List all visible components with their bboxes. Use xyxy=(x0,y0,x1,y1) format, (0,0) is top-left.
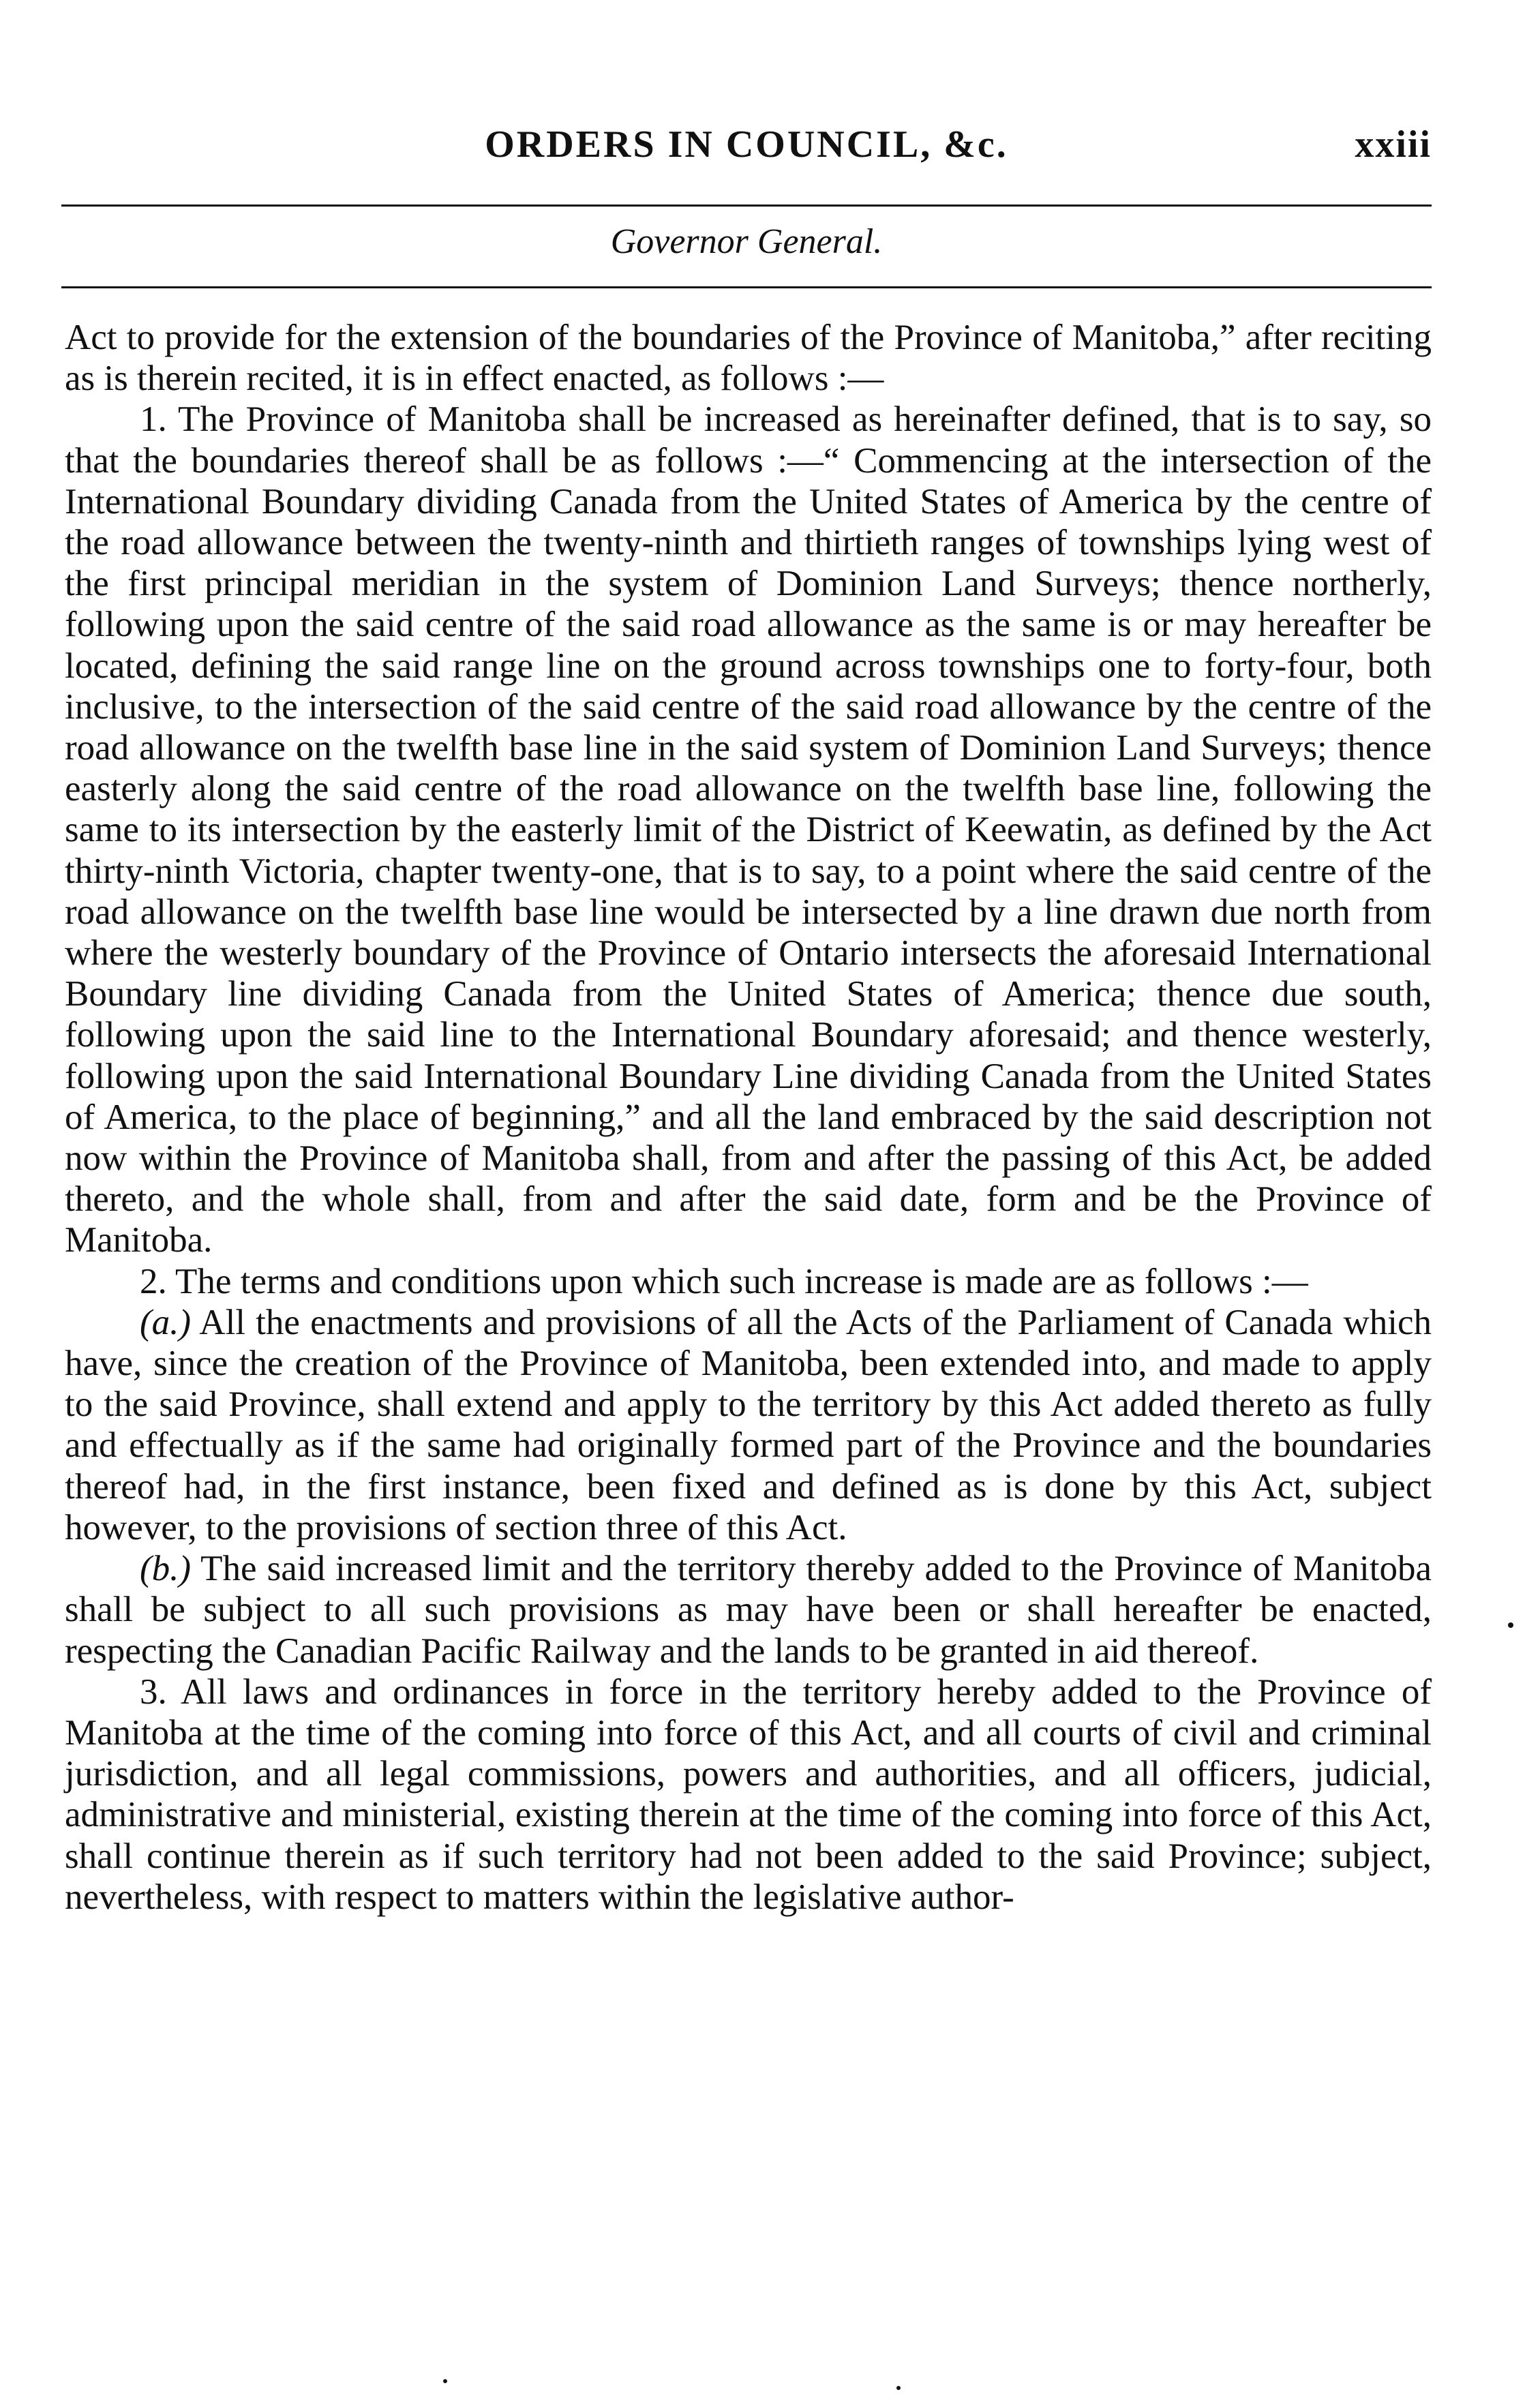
header-rule-top xyxy=(61,205,1432,207)
clause-a-paragraph xyxy=(65,1302,1432,1548)
paragraph-text: 1. The Province of Manitoba shall be increased as hereinafter defined, that is to say, so that the boundaries thereof shall be as follows :—“ Commencing at the intersection of the International Boundary dividing Canada from the United States of America by the centre of the road allowance between the twenty-ninth and thirtieth ranges of townships lying west of the first principal meridian in the system of Dominion Land Surveys; thence northerly, following upon the said centre of the said road allowance as the same is or may hereafter be located, defining the said range line on the ground across townships one to forty-four, both inclusive, to the intersection of the said centre of the said road allowance by the centre of the road allowance on the twelfth base line in the said system of Dominion Land Surveys; thence easterly along the said centre of the road allowance on the twelfth base line, following the same to its intersection by the easterly limit of the District of Keewatin, as defined by the Act thirty-ninth Victoria, chapter twenty-one, that is to say, to a point where the said centre of the road allowance on the twelfth base line would be intersected by a line drawn due north from where the westerly boundary of the Province of Ontario intersects the aforesaid International Boundary line dividing Canada from the United States of America; thence due south, following upon the said line to the International Boundary aforesaid; and thence westerly, following upon the said International Boundary Line dividing Canada from the United States of America, to the place of beginning,” and all the land embraced by the said description not now within the Province of Manitoba shall, from and after the passing of this Act, be added thereto, and the whole shall, from and after the said date, form and be the Province of Manitoba. xyxy=(65,399,1432,1260)
section-1-paragraph xyxy=(65,399,1432,1260)
page-title: ORDERS IN COUNCIL, &c. xyxy=(485,123,1008,166)
paragraph-text: All the enactments and provisions of all the Acts of the Parliament of Canada which have, since the creation of the Province of Manitoba, been extended into, and made to apply to the said Province, shall extend and apply to the territory by this Act added thereto as fully and effectually as if the same had originally formed part of the Province and the boundaries thereof had, in the first instance, been fixed and defined as is done by this Act, subject however, to the provisions of section three of this Act. xyxy=(65,1302,1432,1547)
running-head xyxy=(61,123,1432,177)
paragraph-text: The said increased limit and the territory thereby added to the Province of Manitoba shall be subject to all such provisions as may have been or shall hereafter be enacted, respecting the Canadian Pacific Railway and the lands to be granted in aid thereof. xyxy=(65,1549,1432,1671)
section-3-paragraph xyxy=(65,1672,1432,1918)
print-speck xyxy=(896,2386,901,2390)
paragraph-text: 3. All laws and ordinances in force in the territory hereby added to the Province of Manitoba at the time of the coming into force of this Act, and all courts of civil and criminal jurisdiction, and all legal commissions, powers and authorities, and all officers, judicial, administrative and ministerial, existing therein at the time of the coming into force of this Act, shall continue therein as if such territory had not been added to the said Province; subject, nevertheless, with respect to matters within the legislative author- xyxy=(65,1672,1432,1917)
paragraph-text: Act to provide for the extension of the boundaries of the Province of Manitoba,” after reciting as is therein recited, it is in effect enacted, as follows :— xyxy=(65,318,1432,399)
clause-b-paragraph xyxy=(65,1548,1432,1672)
page-number: xxiii xyxy=(1355,123,1432,166)
paragraph-continuation xyxy=(65,317,1432,399)
section-heading: Governor General. xyxy=(610,222,883,261)
header-rule-bottom xyxy=(61,286,1432,288)
paragraph-text: 2. The terms and conditions upon which such increase is made are as follows :— xyxy=(140,1261,1308,1301)
body-text xyxy=(65,317,1432,1918)
print-speck xyxy=(443,2379,447,2383)
section-2-paragraph xyxy=(65,1261,1432,1302)
clause-label-b: (b.) xyxy=(140,1549,192,1589)
print-speck xyxy=(1508,1622,1513,1628)
clause-label-a: (a.) xyxy=(140,1302,192,1342)
